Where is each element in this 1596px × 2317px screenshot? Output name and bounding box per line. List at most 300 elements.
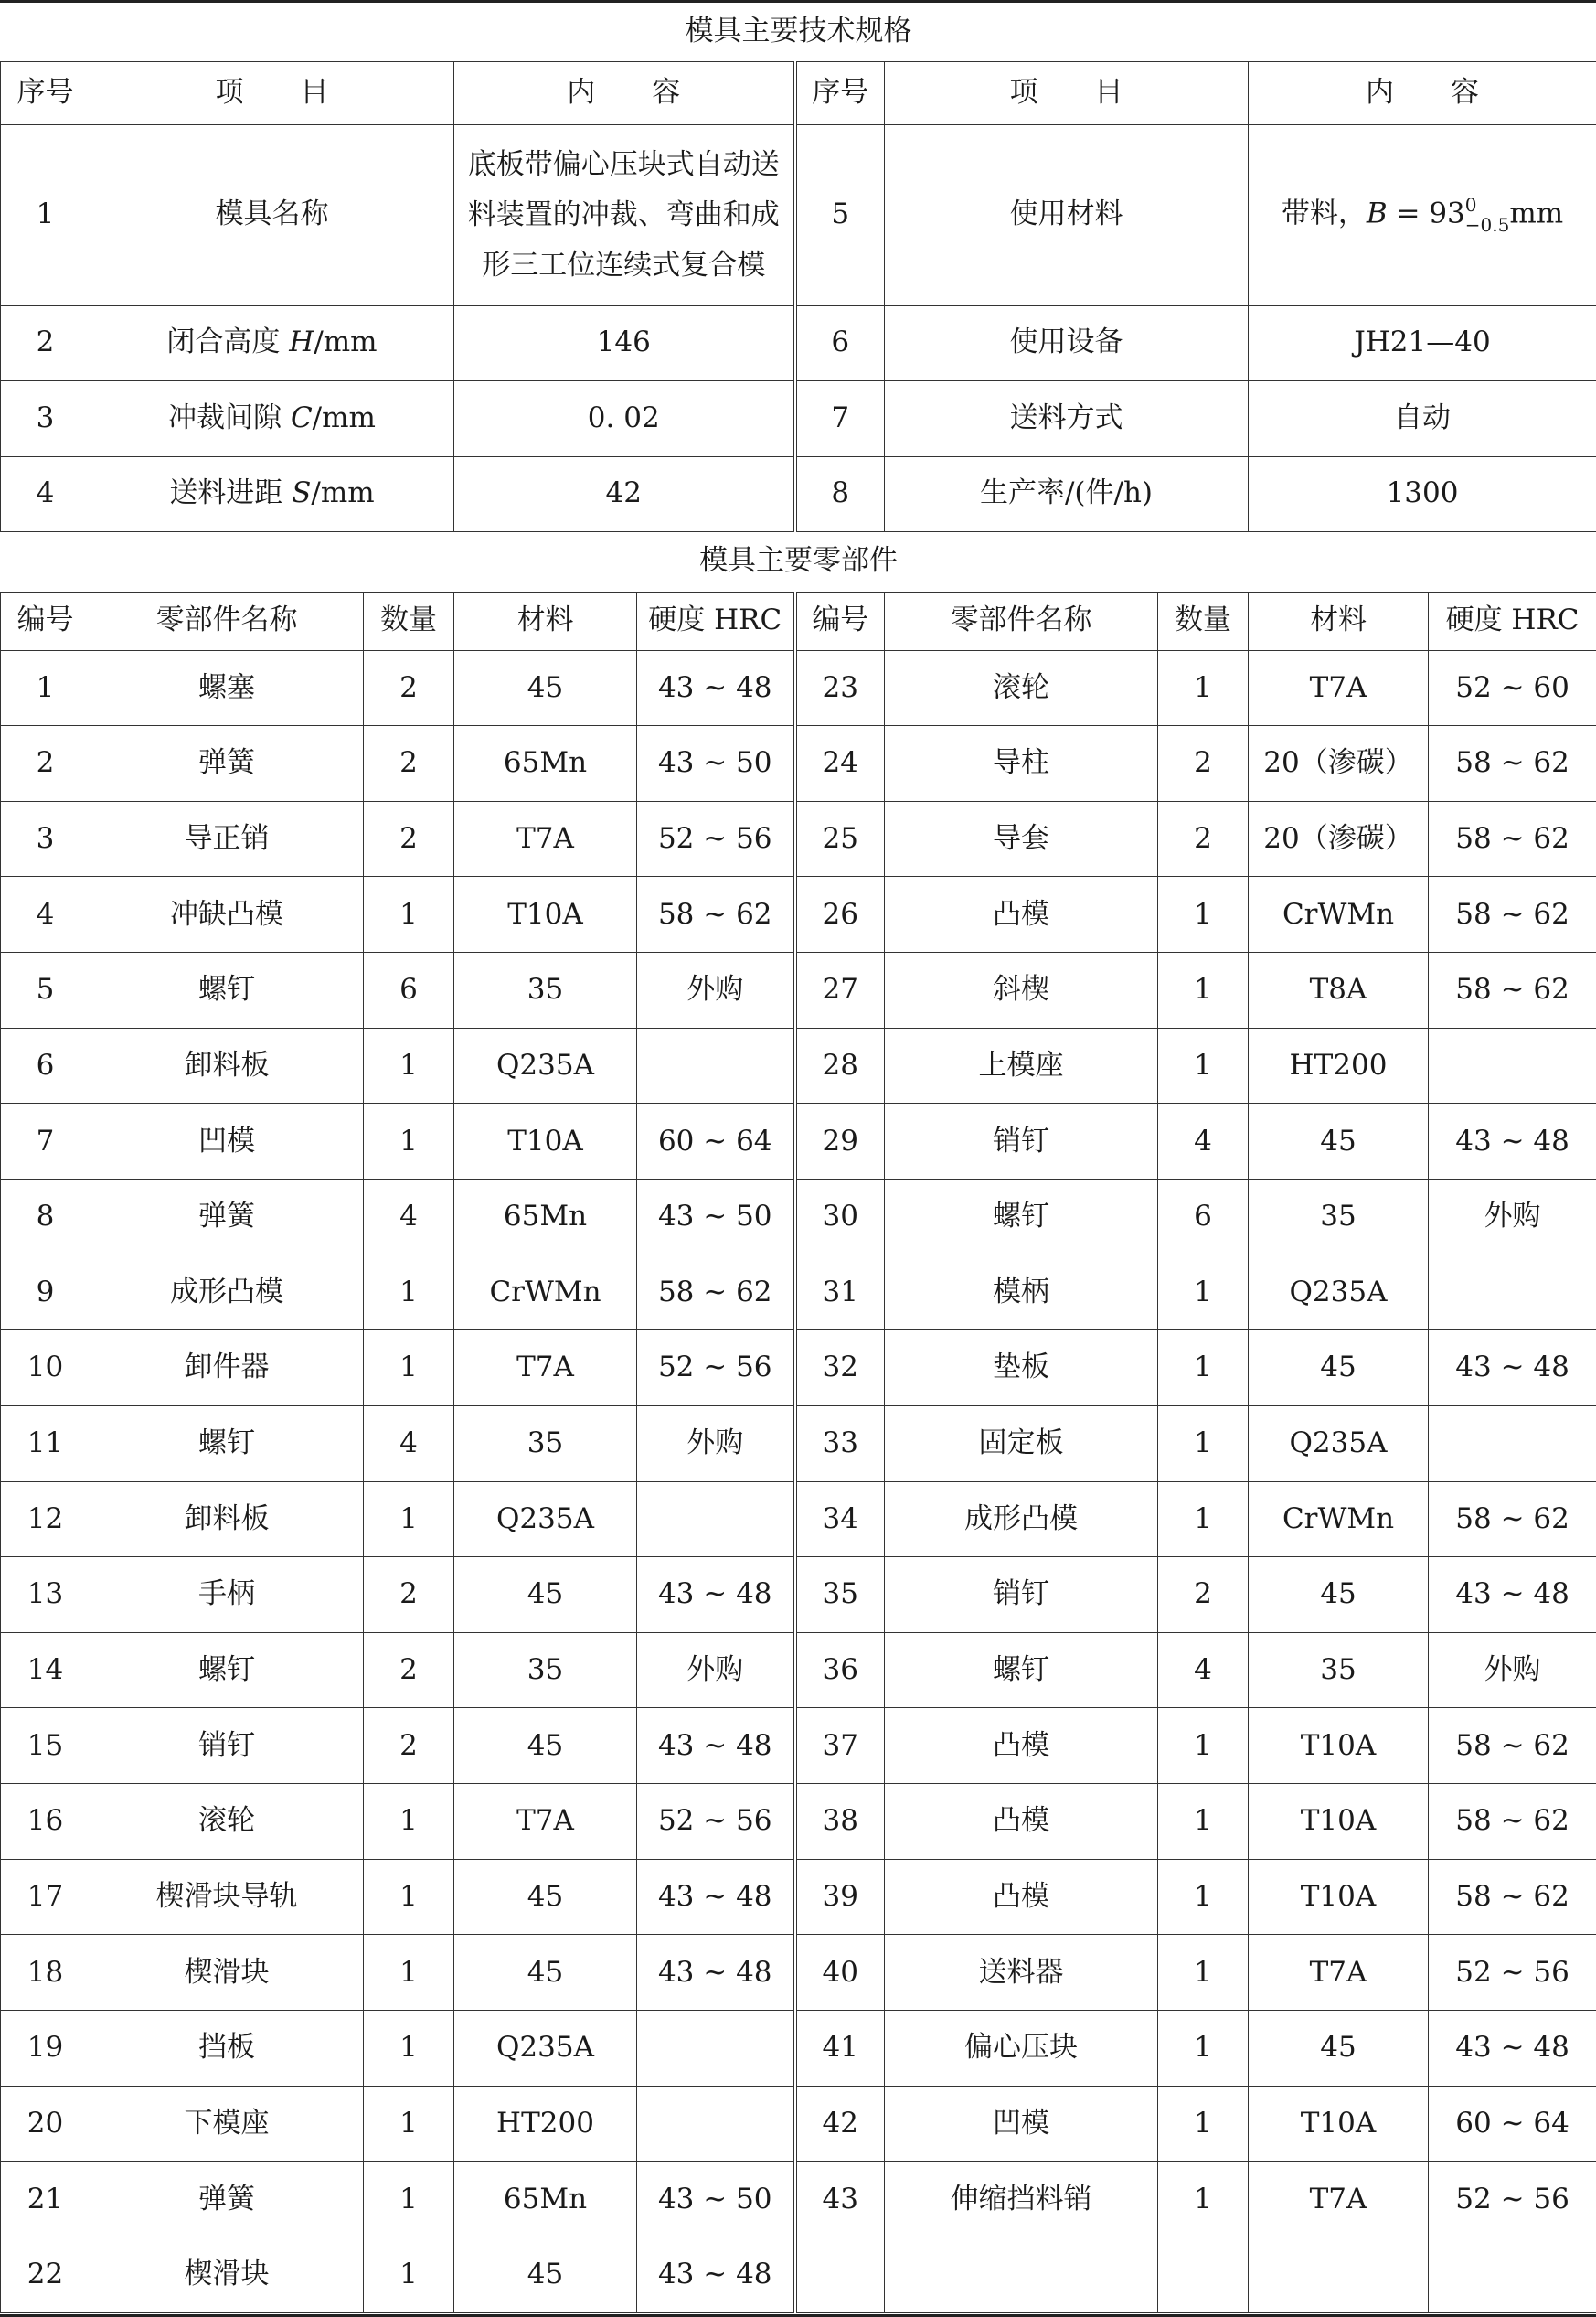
part-hardness: 43 ~ 48 [637,1557,795,1633]
parts-row [1,726,1596,802]
part-hardness: 43 ~ 50 [637,726,795,802]
part-name: 楔滑块 [90,1935,364,2011]
part-material: HT200 [454,2086,637,2162]
part-hardness: 58 ~ 62 [1429,1859,1596,1935]
part-hardness: 43 ~ 48 [1429,1330,1596,1406]
parts-row [1,801,1596,877]
part-qty: 1 [1158,953,1249,1029]
part-name: 螺钉 [885,1179,1158,1255]
part-hardness: 58 ~ 62 [1429,726,1596,802]
part-material: Q235A [454,1028,637,1104]
parts-row [1,953,1596,1029]
part-name: 凸模 [885,877,1158,953]
part-no: 21 [1,2162,90,2237]
part-hardness: 外购 [1429,1179,1596,1255]
spec-content: JH21—40 [1249,305,1596,380]
part-material: 45 [454,1859,637,1935]
parts-header-no: 编号 [1,592,90,650]
part-no: 33 [795,1405,885,1481]
part-name: 楔滑块 [90,2237,364,2312]
part-material: 45 [454,2237,637,2312]
part-hardness [637,1028,795,1104]
part-name: 凸模 [885,1708,1158,1784]
part-name: 下模座 [90,2086,364,2162]
parts-row [1,1104,1596,1180]
spec-header-no: 序号 [1,61,90,124]
parts-header-hardness: 硬度 HRC [637,592,795,650]
part-no: 32 [795,1330,885,1406]
spec-row [1,456,1596,531]
parts-row [1,1784,1596,1860]
part-qty: 1 [1158,1784,1249,1860]
part-material: T8A [1249,953,1429,1029]
part-material: 20（渗碳） [1249,726,1429,802]
part-qty: 1 [364,2162,454,2237]
material-prefix: 带料， [1281,197,1367,230]
parts-row [1,2011,1596,2087]
part-material: 45 [454,1935,637,2011]
part-hardness: 52 ~ 56 [637,1330,795,1406]
part-material: T7A [454,801,637,877]
spec-no: 1 [1,124,90,305]
spec-header-no-2: 序号 [795,61,885,124]
part-hardness: 58 ~ 62 [1429,877,1596,953]
part-qty: 1 [1158,1481,1249,1557]
spec-no: 8 [795,456,885,531]
parts-row [1,1859,1596,1935]
spec-title: 模具主要技术规格 [1,3,1596,61]
spec-header-item-2: 项 目 [885,61,1249,124]
spec-no: 5 [795,124,885,305]
part-no: 19 [1,2011,90,2087]
part-hardness: 58 ~ 62 [637,877,795,953]
part-no: 2 [1,726,90,802]
part-material: T10A [1249,2086,1429,2162]
tolerance-lower: −0.5 [1464,214,1510,236]
part-no: 13 [1,1557,90,1633]
part-qty: 2 [364,1708,454,1784]
part-qty: 2 [364,1632,454,1708]
spec-item: 使用设备 [885,305,1249,380]
part-material: Q235A [1249,1255,1429,1330]
parts-header-hardness-2: 硬度 HRC [1429,592,1596,650]
part-material: CrWMn [1249,1481,1429,1557]
part-no: 25 [795,801,885,877]
spec-header-item: 项 目 [90,61,454,124]
spec-content: 146 [454,305,795,380]
part-qty: 1 [364,1104,454,1180]
spec-content: 自动 [1249,380,1596,456]
part-name: 固定板 [885,1405,1158,1481]
part-material: T10A [454,1104,637,1180]
part-no: 37 [795,1708,885,1784]
part-name: 斜楔 [885,953,1158,1029]
parts-row [1,1935,1596,2011]
spec-header-row [1,61,1596,124]
spec-item-text: 闭合高度 [166,326,290,359]
part-hardness: 52 ~ 56 [1429,1935,1596,2011]
spec-no: 3 [1,380,90,456]
part-hardness: 43 ~ 50 [637,1179,795,1255]
part-no: 9 [1,1255,90,1330]
part-material: 65Mn [454,1179,637,1255]
parts-row [1,650,1596,726]
parts-row [1,1405,1596,1481]
spec-row [1,380,1596,456]
part-qty: 1 [364,1255,454,1330]
spec-header-content: 内 容 [454,61,795,124]
part-hardness [637,1481,795,1557]
spec-item-var: H [289,326,314,359]
part-material: T10A [1249,1859,1429,1935]
part-no: 42 [795,2086,885,2162]
material-var: B [1366,197,1388,230]
part-hardness: 60 ~ 64 [1429,2086,1596,2162]
tolerance-upper: 0 [1464,194,1477,216]
spec-content: 42 [454,456,795,531]
part-qty: 1 [1158,1405,1249,1481]
part-material: 35 [454,1632,637,1708]
part-no: 23 [795,650,885,726]
part-hardness: 43 ~ 48 [1429,1104,1596,1180]
part-no: 3 [1,801,90,877]
part-no: 18 [1,1935,90,2011]
part-hardness: 43 ~ 48 [637,1708,795,1784]
part-material: T7A [1249,2162,1429,2237]
part-hardness: 43 ~ 48 [637,650,795,726]
spec-item-unit: /mm [312,400,376,434]
part-no: 26 [795,877,885,953]
part-qty: 1 [364,1784,454,1860]
part-material: T7A [454,1784,637,1860]
part-material: 45 [1249,1557,1429,1633]
part-name: 螺塞 [90,650,364,726]
spec-row [1,305,1596,380]
part-no: 20 [1,2086,90,2162]
part-no: 22 [1,2237,90,2312]
part-qty: 1 [364,2011,454,2087]
part-no: 6 [1,1028,90,1104]
part-name: 成形凸模 [885,1481,1158,1557]
part-material: 20（渗碳） [1249,801,1429,877]
part-qty: 4 [364,1405,454,1481]
part-qty [1158,2237,1249,2312]
part-name: 导柱 [885,726,1158,802]
parts-row [1,1179,1596,1255]
part-qty: 1 [364,1859,454,1935]
part-no: 14 [1,1632,90,1708]
part-hardness: 58 ~ 62 [1429,1784,1596,1860]
part-hardness [637,2011,795,2087]
part-name: 模柄 [885,1255,1158,1330]
part-no: 4 [1,877,90,953]
part-no: 27 [795,953,885,1029]
part-qty: 2 [364,801,454,877]
part-hardness: 58 ~ 62 [1429,953,1596,1029]
part-hardness [1429,1405,1596,1481]
part-qty: 1 [1158,1255,1249,1330]
part-qty: 6 [1158,1179,1249,1255]
part-name: 弹簧 [90,726,364,802]
parts-row [1,1255,1596,1330]
spec-item [90,380,454,456]
part-material: 65Mn [454,726,637,802]
part-qty: 1 [364,1028,454,1104]
part-hardness: 58 ~ 62 [1429,1481,1596,1557]
spec-no: 4 [1,456,90,531]
part-no: 8 [1,1179,90,1255]
spec-row [1,124,1596,305]
spec-item: 使用材料 [885,124,1249,305]
spec-content: 底板带偏心压块式自动送料装置的冲裁、弯曲和成形三工位连续式复合模 [454,124,795,305]
part-qty: 2 [1158,726,1249,802]
part-name: 凹模 [90,1104,364,1180]
part-qty: 1 [1158,2162,1249,2237]
part-hardness: 43 ~ 48 [1429,1557,1596,1633]
part-no: 15 [1,1708,90,1784]
parts-header-name-2: 零部件名称 [885,592,1158,650]
part-name: 销钉 [885,1104,1158,1180]
part-no: 35 [795,1557,885,1633]
part-material: 45 [454,1708,637,1784]
spec-item-text: 冲裁间隙 [168,400,291,434]
part-no: 31 [795,1255,885,1330]
part-no: 5 [1,953,90,1029]
part-qty: 1 [1158,877,1249,953]
part-material: T7A [454,1330,637,1406]
part-material: CrWMn [454,1255,637,1330]
parts-row [1,1632,1596,1708]
part-name: 螺钉 [90,1632,364,1708]
tolerance [1465,195,1510,235]
part-material: CrWMn [1249,877,1429,953]
part-name: 销钉 [90,1708,364,1784]
spec-item [90,305,454,380]
part-name: 上模座 [885,1028,1158,1104]
part-no: 40 [795,1935,885,2011]
part-qty: 2 [1158,1557,1249,1633]
part-qty: 2 [364,726,454,802]
part-hardness: 52 ~ 56 [637,1784,795,1860]
part-hardness [1429,2237,1596,2312]
part-material: T10A [454,877,637,953]
part-material: T7A [1249,650,1429,726]
part-hardness: 外购 [637,1405,795,1481]
part-material: T10A [1249,1784,1429,1860]
spec-item: 模具名称 [90,124,454,305]
part-name: 送料器 [885,1935,1158,2011]
part-name: 垫板 [885,1330,1158,1406]
material-unit: mm [1509,197,1564,230]
spec-content-material [1249,124,1596,305]
part-name [885,2237,1158,2312]
part-no: 11 [1,1405,90,1481]
parts-header-qty: 数量 [364,592,454,650]
parts-row [1,1557,1596,1633]
parts-row [1,877,1596,953]
part-name: 凹模 [885,2086,1158,2162]
part-material: 35 [454,1405,637,1481]
part-hardness: 52 ~ 56 [637,801,795,877]
part-qty: 1 [364,877,454,953]
part-material: 35 [1249,1632,1429,1708]
part-qty: 2 [1158,801,1249,877]
part-qty: 1 [1158,650,1249,726]
part-no: 28 [795,1028,885,1104]
parts-header-name: 零部件名称 [90,592,364,650]
spec-item: 生产率/(件/h) [885,456,1249,531]
parts-row [1,1028,1596,1104]
part-material: Q235A [454,1481,637,1557]
part-qty: 4 [364,1179,454,1255]
part-hardness: 60 ~ 64 [637,1104,795,1180]
part-name: 弹簧 [90,1179,364,1255]
part-qty: 1 [364,2086,454,2162]
spec-item: 送料方式 [885,380,1249,456]
part-qty: 1 [364,1935,454,2011]
spec-item [90,456,454,531]
part-hardness: 43 ~ 48 [637,2237,795,2312]
part-hardness [1429,1028,1596,1104]
part-hardness: 43 ~ 50 [637,2162,795,2237]
part-name: 卸料板 [90,1028,364,1104]
part-no: 41 [795,2011,885,2087]
part-no [795,2237,885,2312]
parts-row [1,2162,1596,2237]
part-no: 17 [1,1859,90,1935]
part-name: 导正销 [90,801,364,877]
part-hardness: 58 ~ 62 [1429,801,1596,877]
part-qty: 1 [1158,1330,1249,1406]
part-qty: 4 [1158,1104,1249,1180]
parts-header-no-2: 编号 [795,592,885,650]
part-material: 65Mn [454,2162,637,2237]
part-hardness [1429,1255,1596,1330]
part-name: 冲缺凸模 [90,877,364,953]
part-hardness: 外购 [637,1632,795,1708]
part-hardness: 52 ~ 60 [1429,650,1596,726]
part-material: 45 [454,650,637,726]
part-material: 45 [1249,1104,1429,1180]
parts-row [1,2086,1596,2162]
part-no: 7 [1,1104,90,1180]
part-qty: 1 [364,2237,454,2312]
parts-row [1,2237,1596,2312]
spec-header-content-2: 内 容 [1249,61,1596,124]
part-no: 10 [1,1330,90,1406]
part-material: Q235A [1249,1405,1429,1481]
parts-header-row [1,592,1596,650]
spec-item-var: C [290,400,313,434]
spec-item-text: 送料进距 [169,476,293,510]
part-name: 凸模 [885,1859,1158,1935]
part-qty: 1 [1158,1028,1249,1104]
part-hardness: 外购 [1429,1632,1596,1708]
spec-no: 6 [795,305,885,380]
part-name: 卸件器 [90,1330,364,1406]
part-name: 楔滑块导轨 [90,1859,364,1935]
material-eq: = 93 [1387,197,1465,230]
part-no: 38 [795,1784,885,1860]
part-material: 45 [1249,1330,1429,1406]
part-name: 伸缩挡料销 [885,2162,1158,2237]
part-name: 滚轮 [90,1784,364,1860]
part-no: 24 [795,726,885,802]
part-name: 卸料板 [90,1481,364,1557]
parts-title: 模具主要零部件 [1,531,1596,592]
part-qty: 4 [1158,1632,1249,1708]
part-hardness: 43 ~ 48 [637,1859,795,1935]
part-hardness: 43 ~ 48 [1429,2011,1596,2087]
part-no: 39 [795,1859,885,1935]
part-qty: 1 [1158,2011,1249,2087]
part-no: 29 [795,1104,885,1180]
part-material: 35 [1249,1179,1429,1255]
parts-header-material-2: 材料 [1249,592,1429,650]
part-qty: 1 [364,1330,454,1406]
part-material: T10A [1249,1708,1429,1784]
part-name: 偏心压块 [885,2011,1158,2087]
part-material: 45 [1249,2011,1429,2087]
part-name: 手柄 [90,1557,364,1633]
spec-item-var: S [292,476,312,510]
parts-table [0,531,1596,2313]
parts-row [1,1481,1596,1557]
part-name: 凸模 [885,1784,1158,1860]
spec-item-unit: /mm [314,326,378,359]
part-no: 34 [795,1481,885,1557]
parts-header-material: 材料 [454,592,637,650]
part-no: 1 [1,650,90,726]
part-material: Q235A [454,2011,637,2087]
part-hardness: 52 ~ 56 [1429,2162,1596,2237]
part-name: 螺钉 [90,953,364,1029]
part-qty: 1 [1158,1859,1249,1935]
spec-no: 7 [795,380,885,456]
part-no: 43 [795,2162,885,2237]
part-qty: 1 [364,1481,454,1557]
part-name: 导套 [885,801,1158,877]
part-qty: 2 [364,650,454,726]
part-hardness: 58 ~ 62 [637,1255,795,1330]
spec-content: 0. 02 [454,380,795,456]
spec-no: 2 [1,305,90,380]
part-hardness [637,2086,795,2162]
part-no: 16 [1,1784,90,1860]
parts-header-qty-2: 数量 [1158,592,1249,650]
part-qty: 6 [364,953,454,1029]
part-no: 36 [795,1632,885,1708]
part-qty: 1 [1158,2086,1249,2162]
part-qty: 2 [364,1557,454,1633]
part-material [1249,2237,1429,2312]
spec-table [0,3,1596,532]
part-no: 30 [795,1179,885,1255]
parts-row [1,1708,1596,1784]
part-material: HT200 [1249,1028,1429,1104]
part-name: 螺钉 [90,1405,364,1481]
part-name: 成形凸模 [90,1255,364,1330]
part-hardness: 43 ~ 48 [637,1935,795,2011]
part-material: T7A [1249,1935,1429,2011]
part-name: 滚轮 [885,650,1158,726]
spec-content: 1300 [1249,456,1596,531]
part-qty: 1 [1158,1708,1249,1784]
part-material: 35 [454,953,637,1029]
part-hardness: 外购 [637,953,795,1029]
part-no: 12 [1,1481,90,1557]
part-hardness: 58 ~ 62 [1429,1708,1596,1784]
